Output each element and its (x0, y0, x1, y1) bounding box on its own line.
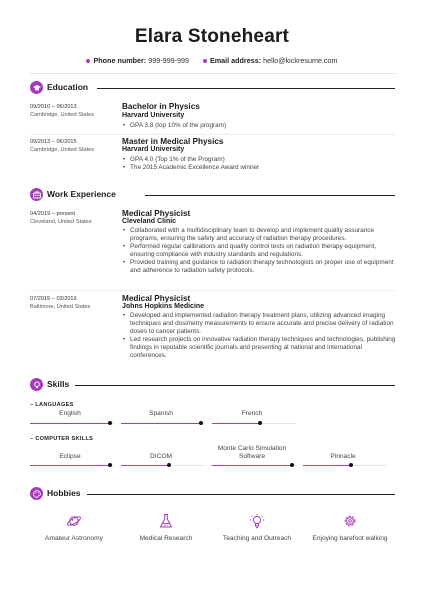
edu-2-dates: 09/2013 – 06/2015 (30, 139, 77, 145)
skill-level-bar (212, 423, 260, 425)
edu-2-bullets (122, 156, 397, 172)
list-item: • GPA 3.8 (top 10% of the program) (122, 122, 397, 130)
hobby-name: Amateur Astronomy (45, 535, 103, 542)
entry-divider (30, 290, 395, 291)
job-1-role: Medical Physicist (122, 209, 191, 218)
phone-label: Phone number: (93, 56, 147, 65)
skill-level-bar (121, 423, 201, 425)
skill-name: Spanish (149, 410, 173, 417)
hobby-name: Medical Research (139, 535, 193, 542)
gear-icon (342, 513, 358, 529)
skill-level-bar (303, 465, 351, 467)
entry-divider (30, 134, 395, 135)
edu-1-degree: Bachelor in Physics (122, 102, 200, 111)
hobbies-title: Hobbies (47, 488, 81, 498)
hobby-name: Enjoying barefoot walking (312, 535, 388, 542)
skills-section-header (30, 378, 395, 392)
list-item: • Performed regular calibrations and quality control tests on radiation therapy equipment, ensuring compliance with industry standards and regulations. (122, 243, 397, 259)
flask-icon (158, 513, 174, 529)
hobby-name: Teaching and Outreach (222, 535, 292, 542)
skill-level-bar (212, 465, 292, 467)
education-title: Education (47, 82, 89, 92)
skill-name: Eclipse (59, 453, 81, 460)
skill-level-knob (167, 463, 171, 467)
list-item: • Developed and implemented radiation therapy treatment plans, utilizing advanced imaging techniques and dosimetry measurements to ensure accurate and precise delivery of radiation doses to cancer patients. (122, 312, 397, 336)
skill-level-bar (121, 465, 169, 467)
skill-level-bar (30, 465, 110, 467)
skill-level-knob (349, 463, 353, 467)
section-rule (145, 195, 395, 196)
list-item: • The 2015 Academic Excellence Award winner (122, 164, 397, 172)
education-section-header (30, 81, 395, 95)
skill-name: DICOM (150, 453, 172, 460)
skill-level-knob (290, 463, 294, 467)
job-1-bullets (122, 227, 397, 275)
lightbulb-icon (249, 513, 265, 529)
graduation-cap-icon (30, 81, 43, 94)
lightbulb-icon (30, 378, 43, 391)
candidate-name: Elara Stoneheart (134, 26, 290, 47)
briefcase-icon (30, 188, 43, 201)
skill-name: Monte Carlo Simulation Software (217, 445, 287, 460)
section-rule (87, 494, 395, 495)
experience-title: Work Experience (47, 189, 116, 199)
section-rule (75, 385, 395, 386)
edu-2-school: Harvard University (122, 146, 185, 153)
email-label: Email address: (209, 56, 262, 65)
languages-label: – LANGUAGES (30, 402, 74, 408)
edu-1-location: Cambridge, United States (30, 112, 95, 118)
job-1-location: Cleveland, United States (30, 219, 92, 225)
skill-name: English (59, 410, 81, 417)
computer-skills-label: – COMPUTER SKILLS (30, 436, 94, 442)
experience-section-header (30, 188, 395, 202)
job-2-role: Medical Physicist (122, 294, 191, 303)
skills-title: Skills (47, 379, 70, 389)
edu-2-location: Cambridge, United States (30, 147, 95, 153)
job-1-company: Cleveland Clinic (122, 218, 177, 225)
skill-level-knob (108, 463, 112, 467)
skill-name: Pinnacle (330, 453, 356, 460)
skill-level-knob (199, 421, 203, 425)
contact-line (0, 56, 424, 65)
email-value: hello@kickresume.com (263, 56, 338, 65)
edu-1-dates: 09/2010 – 06/2013 (30, 104, 77, 110)
list-item: • Collaborated with a multidisciplinary team to develop and implement quality assurance programs, ensuring the safety and accuracy of radiation therapy procedures. (122, 227, 397, 243)
job-2-dates: 07/2015 – 03/2019 (30, 296, 77, 302)
bullet-dot-icon (86, 59, 90, 63)
skill-level-bar (30, 423, 110, 425)
hobbies-section-header (30, 487, 395, 501)
skill-name: French (241, 410, 263, 417)
section-rule (97, 88, 395, 89)
job-2-company: Johns Hopkins Medicine (122, 303, 205, 310)
list-item: • Provided training and guidance to radiation therapy technologists on proper use of equipment and adherence to radiation safety protocols. (122, 259, 397, 275)
phone-value: 999-999-999 (148, 56, 189, 65)
edu-1-school: Harvard University (122, 112, 185, 119)
edu-2-degree: Master in Medical Physics (122, 137, 224, 146)
header-divider (30, 73, 395, 74)
planet-icon (66, 513, 82, 529)
skill-level-knob (258, 421, 262, 425)
list-item: • Led research projects on innovative radiation therapy techniques and technologies, publishing findings in reputable scientific journals and presenting at national and international conferences. (122, 336, 397, 360)
edu-1-bullets (122, 122, 397, 130)
skill-level-knob (108, 421, 112, 425)
job-2-location: Baltimore, United States (30, 304, 91, 310)
list-item: • GPA 4.0 (Top 1% of the Program) (122, 156, 397, 164)
job-2-bullets (122, 312, 397, 360)
job-1-dates: 04/2019 – present (30, 211, 76, 217)
palette-icon (30, 487, 43, 500)
bullet-dot-icon (203, 59, 207, 63)
